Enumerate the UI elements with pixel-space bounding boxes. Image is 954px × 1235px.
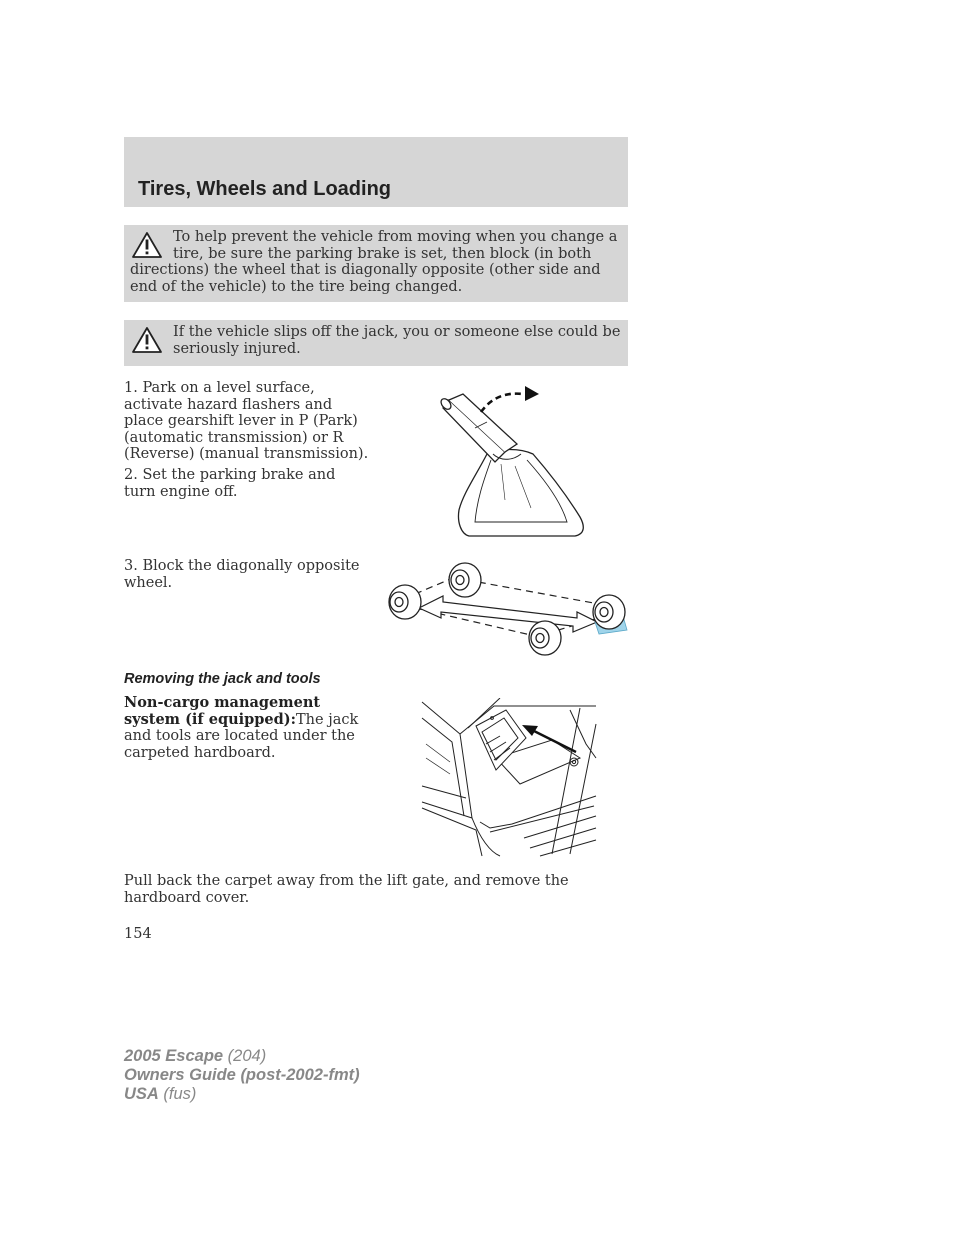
warning-text-1: To help prevent the vehicle from moving when you change a tire, be sure the parking brake is set, then block (in both directions) the wheel that is diagonally opposite (other side and end of the vehicle) to the tire being changed. <box>130 229 618 295</box>
page-number: 154 <box>124 926 152 942</box>
parking-brake-illustration <box>435 382 595 542</box>
section-title: Tires, Wheels and Loading <box>138 178 392 200</box>
footer-line-1: 2005 Escape (204) <box>124 1047 267 1065</box>
wheel-block-illustration <box>385 560 630 660</box>
footer-line-3: USA (fus) <box>124 1085 197 1103</box>
warning-box-1 <box>124 225 628 302</box>
step-3-text: 3. Block the diagonally opposite wheel. <box>124 558 360 591</box>
warning-box-2 <box>124 320 628 366</box>
bold-lead: Non-cargo management system (if equipped): <box>124 694 321 728</box>
document-footer <box>124 1047 360 1104</box>
step-2-text: 2. Set the parking brake and turn engine off. <box>124 467 336 500</box>
jack-location-text <box>124 695 369 761</box>
step-1-text: 1. Park on a level surface, activate hazard flashers and place gearshift lever in P (Park) (automatic transmission) or R (Reverse) (manual transmission). <box>124 380 369 462</box>
footer-line-2: Owners Guide (post-2002-fmt) <box>124 1066 360 1084</box>
warning-text-2: If the vehicle slips off the jack, you or someone else could be seriously injured. <box>173 324 621 357</box>
closing-text: Pull back the carpet away from the lift gate, and remove the hardboard cover. <box>124 873 569 906</box>
section-subheading: Removing the jack and tools <box>124 671 321 687</box>
cargo-area-illustration <box>420 698 600 858</box>
lead-rest: The jack and tools are located under the carpeted hardboard. <box>124 711 359 761</box>
